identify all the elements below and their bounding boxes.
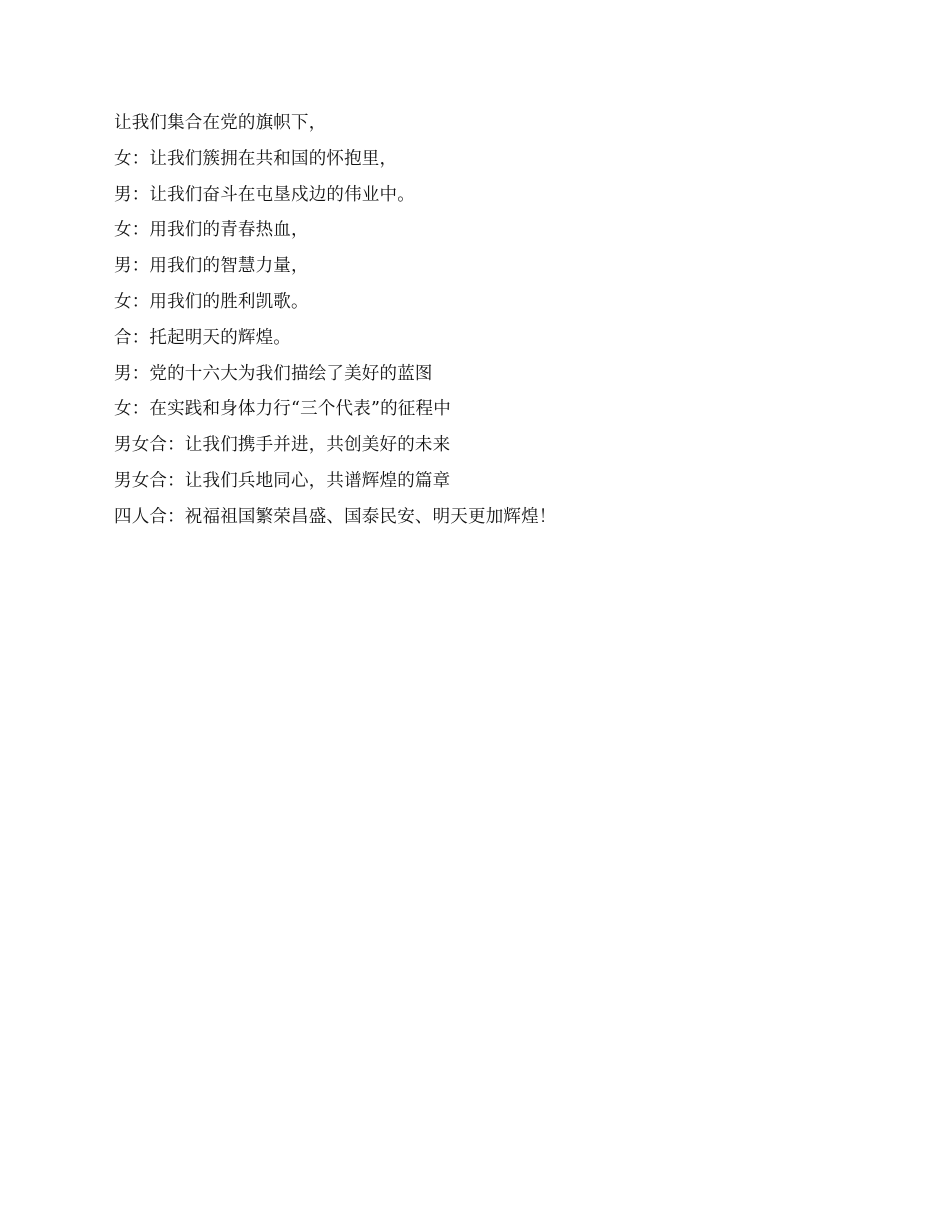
script-line: 女：让我们簇拥在共和国的怀抱里， [114, 148, 398, 169]
script-line: 让我们集合在党的旗帜下， [114, 113, 327, 133]
script-line: 男女合：让我们携手并进，共创美好的未来 [114, 435, 451, 456]
script-line: 女：用我们的青春热血， [114, 220, 309, 241]
script-line: 男女合：让我们兵地同心，共谱辉煌的篇章 [114, 470, 451, 491]
script-line: 女：用我们的胜利凯歌。 [114, 291, 309, 312]
script-line: 男：用我们的智慧力量， [114, 256, 309, 277]
script-line: 男：让我们奋斗在屯垦戍边的伟业中。 [114, 184, 415, 205]
recitation-script [114, 110, 874, 540]
script-line: 四人合：祝福祖国繁荣昌盛、国泰民安、明天更加辉煌！ [114, 506, 557, 527]
script-line: 女：在实践和身体力行“三个代表”的征程中 [114, 399, 451, 420]
script-line: 男：党的十六大为我们描绘了美好的蓝图 [114, 363, 433, 384]
script-line: 合：托起明天的辉煌。 [114, 327, 291, 348]
